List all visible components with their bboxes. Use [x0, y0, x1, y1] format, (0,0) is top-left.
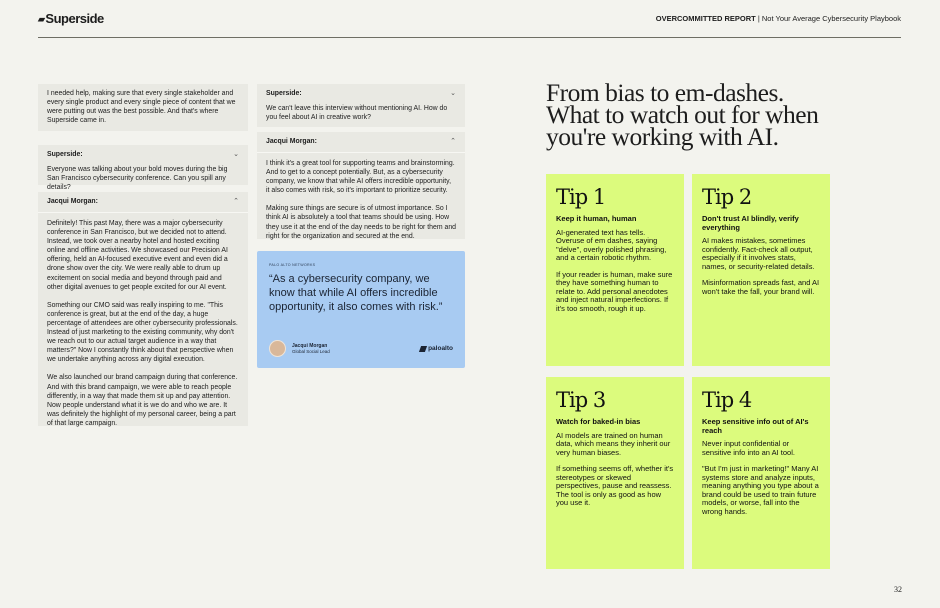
intro-card [38, 84, 248, 131]
tip-title: Tip 1 [556, 185, 606, 209]
header-divider [38, 37, 901, 38]
paloalto-logo: paloalto [420, 345, 453, 352]
tip-title: Tip 3 [556, 388, 606, 412]
answer-card-1[interactable] [38, 192, 248, 426]
speaker-name: Superside: [47, 151, 83, 159]
answer-paragraph: We also launched our brand campaign during that conference. And with this brand campaign, we were able to reach people differently, in a way that made them sit up and pay attention. Now people understand what it is we do and who we are. It was definitely the highlight of my personal career, being a part of that large campaign. [47, 374, 238, 427]
question-card-1[interactable] [38, 145, 248, 192]
tip-paragraph: AI models are trained on human data, which means they inherit our very human biases. [556, 430, 671, 457]
quote-card [257, 251, 465, 368]
logo-mark-icon: ▰ [38, 14, 45, 24]
paloalto-logo-icon [419, 346, 427, 352]
answer-paragraph: Something our CMO said was really inspiring to me. "This conference is great, but at the end of the day, a huge percentage of attendees are other cybersecurity professionals. Instead of just marketing to the existing community, why don't we reach out to our actual target audience in a way that matters?" Now I constantly think about that perspective when we undertake anything across any digital execution. [47, 301, 238, 364]
page-number: 32 [894, 585, 902, 594]
tip-subtitle: Keep it human, human [556, 214, 637, 223]
question-2-text: We can't leave this interview without mentioning AI. How do you feel about AI in creative work? [266, 105, 448, 122]
chevron-up-icon[interactable]: ⌃ [233, 198, 239, 206]
tip-paragraph: AI makes mistakes, sometimes confidently. Fact-check all output, especially if it involves stats, names, or security-related details. [702, 236, 815, 271]
report-header: OVERCOMMITTED REPORT | Not Your Average Cybersecurity Playbook [655, 14, 901, 23]
quote-role: Global Social Lead [292, 348, 330, 354]
page-headline: From bias to em-dashes. What to watch out for when you're working with AI. [546, 78, 819, 151]
answer-card-2[interactable] [257, 132, 465, 239]
tip-paragraph: AI-generated text has tells. Overuse of em dashes, saying "delve", overly polished phrasing, and a certain robotic rhythm. [556, 227, 667, 262]
chevron-down-icon[interactable]: ⌄ [450, 90, 456, 98]
quote-person [292, 343, 330, 355]
tip-paragraph: If something seems off, whether it's stereotypes or skewed perspectives, pause and reassess. The tool is only as good as how you use it. [556, 464, 674, 507]
answer-2-header[interactable] [266, 132, 456, 152]
tip-card-1 [546, 174, 684, 366]
intro-text: I needed help, making sure that every single stakeholder and every single product and every single piece of content that we were putting out was the best possible. And that's where Superside came in. [47, 90, 236, 125]
tip-card-2 [692, 174, 830, 366]
superside-logo: ▰Superside [38, 11, 104, 26]
chevron-up-icon[interactable]: ⌃ [450, 138, 456, 146]
speaker-name: Jacqui Morgan: [266, 138, 317, 146]
answer-paragraph: Definitely! This past May, there was a major cybersecurity conference in San Francisco, but we decided not to attend. Instead, we took over a nearby hotel and hosted exciting online and offline activities. We showcased our Precision AI offering, held an AI-focused executive event and even did a drone show over the city. We were really able to drum up excitement on social media and beyond through paid and other digital avenues to get people excited for our AI event. [47, 220, 228, 291]
tip-title: Tip 4 [702, 388, 752, 412]
tip-paragraph: Never input confidential or sensitive info into an AI tool. [702, 439, 795, 457]
tip-subtitle: Watch for baked-in bias [556, 417, 641, 426]
divider [38, 212, 248, 213]
answer-paragraph: Making sure things are secure is of utmost importance. So I think AI is absolutely a tool that teams should be using. How they use it at the end of the day needs to be right for them and right for the organization and secured at the end. [266, 205, 457, 240]
speaker-name: Superside: [266, 90, 302, 98]
quote-name: Jacqui Morgan [292, 342, 328, 349]
tip-paragraph: If your reader is human, make sure they have something human to relate to. Add personal anecdotes and inject natural imperfections. If it's too smooth, rough it up. [556, 269, 673, 313]
divider [257, 152, 465, 153]
tip-subtitle: Don't trust AI blindly, verify everything [702, 214, 799, 232]
speaker-name: Jacqui Morgan: [47, 198, 98, 206]
tip-card-4 [692, 377, 830, 569]
answer-1-header[interactable] [47, 192, 239, 212]
quote-source: PALO ALTO NETWORKS [269, 263, 316, 267]
report-title: OVERCOMMITTED REPORT [655, 14, 756, 23]
report-subtitle: Not Your Average Cybersecurity Playbook [761, 14, 901, 23]
avatar [269, 340, 286, 357]
answer-paragraph: I think it's a great tool for supporting teams and brainstorming. And to get to a concept potentially. But, as a cybersecurity company, we know that while AI offers incredible opportunity, it also comes with risk, so it's important to prioritize security. [266, 160, 455, 195]
tip-title: Tip 2 [702, 185, 752, 209]
quote-text: “As a cybersecurity company, we know that while AI offers incredible opportunity, it also comes with risk.” [269, 273, 443, 313]
tip-subtitle: Keep sensitive info out of AI's reach [702, 417, 809, 435]
question-card-2[interactable] [257, 84, 465, 127]
question-2-header[interactable] [266, 84, 456, 104]
quote-attribution [269, 340, 453, 357]
question-1-text: Everyone was talking about your bold moves during the big San Francisco cybersecurity conference. Can you spill any details? [47, 166, 228, 192]
tip-paragraph: Misinformation spreads fast, and AI won't take the fall, your brand will. [702, 278, 820, 296]
question-1-header[interactable] [47, 145, 239, 165]
chevron-down-icon[interactable]: ⌄ [233, 151, 239, 159]
tip-paragraph: "But I'm just in marketing!" Many AI systems store and analyze inputs, meaning anything you type about a brand could be used to train future models, or worse, fall into the wrong hands. [702, 464, 819, 516]
tip-card-3 [546, 377, 684, 569]
